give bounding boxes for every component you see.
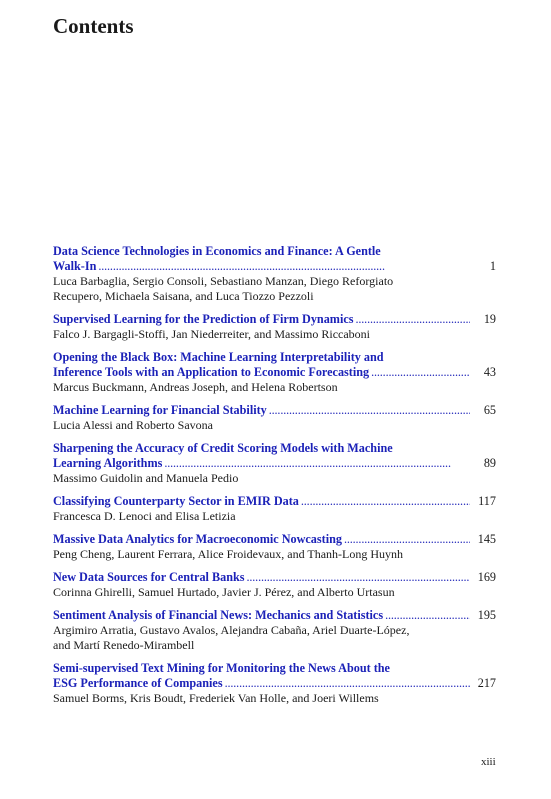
toc-entry[interactable] bbox=[53, 441, 496, 486]
chapter-title-row[interactable] bbox=[53, 456, 496, 471]
chapter-title-row[interactable] bbox=[53, 259, 496, 274]
chapter-authors: Massimo Guidolin and Manuela Pedio bbox=[53, 471, 239, 485]
chapter-authors: Recupero, Michaela Saisana, and Luca Tiozzo Pezzoli bbox=[53, 289, 314, 303]
chapter-authors: Lucia Alessi and Roberto Savona bbox=[53, 418, 213, 432]
chapter-title[interactable]: Sentiment Analysis of Financial News: Mechanics and Statistics bbox=[53, 608, 384, 622]
toc-entry[interactable] bbox=[53, 244, 496, 304]
chapter-title-row[interactable] bbox=[53, 608, 496, 623]
chapter-authors: Peng Cheng, Laurent Ferrara, Alice Froidevaux, and Thanh-Long Huynh bbox=[53, 547, 404, 561]
toc-entry[interactable] bbox=[53, 570, 496, 600]
chapter-title-row[interactable] bbox=[53, 676, 496, 691]
chapter-page-number: 195 bbox=[477, 608, 496, 622]
toc-entry[interactable] bbox=[53, 312, 496, 342]
chapter-page-number: 169 bbox=[477, 570, 496, 584]
toc-entry[interactable] bbox=[53, 608, 496, 653]
chapter-title-row[interactable] bbox=[53, 312, 496, 327]
chapter-title[interactable]: New Data Sources for Central Banks bbox=[53, 570, 245, 584]
chapter-authors: Francesca D. Lenoci and Elisa Letizia bbox=[53, 509, 236, 523]
chapter-authors: Falco J. Bargagli-Stoffi, Jan Niederreiter, and Massimo Riccaboni bbox=[53, 327, 371, 341]
chapter-title-row[interactable] bbox=[53, 494, 496, 509]
page-number: xiii bbox=[481, 756, 496, 768]
chapter-title-row[interactable] bbox=[53, 532, 496, 547]
dot-leader bbox=[225, 676, 470, 691]
toc-entry[interactable] bbox=[53, 661, 496, 706]
chapter-title[interactable]: Learning Algorithms bbox=[53, 456, 163, 470]
chapter-page-number: 1 bbox=[489, 259, 496, 273]
chapter-title-row[interactable] bbox=[53, 403, 496, 418]
chapter-title-line[interactable]: Opening the Black Box: Machine Learning Interpretability and bbox=[53, 350, 384, 364]
chapter-title-line[interactable]: Semi-supervised Text Mining for Monitoring the News About the bbox=[53, 661, 390, 675]
chapter-authors: Samuel Borms, Kris Boudt, Frederiek Van Holle, and Joeri Willems bbox=[53, 691, 379, 705]
page-title: Contents bbox=[53, 14, 134, 38]
chapter-title[interactable]: Machine Learning for Financial Stability bbox=[53, 403, 267, 417]
toc-entry[interactable] bbox=[53, 350, 496, 395]
chapter-page-number: 65 bbox=[483, 403, 496, 417]
chapter-title[interactable]: Walk-In bbox=[53, 259, 97, 273]
chapter-title-line[interactable]: Data Science Technologies in Economics and Finance: A Gentle bbox=[53, 244, 381, 258]
dot-leader bbox=[371, 365, 470, 380]
chapter-authors: and Martí Renedo-Mirambell bbox=[53, 638, 195, 652]
dot-leader bbox=[385, 608, 470, 623]
chapter-page-number: 217 bbox=[477, 676, 496, 690]
chapter-title-row[interactable] bbox=[53, 365, 496, 380]
chapter-authors: Marcus Buckmann, Andreas Joseph, and Helena Robertson bbox=[53, 380, 338, 394]
chapter-page-number: 89 bbox=[483, 456, 496, 470]
chapter-title[interactable]: Inference Tools with an Application to Economic Forecasting bbox=[53, 365, 370, 379]
dot-leader bbox=[98, 259, 470, 274]
table-of-contents bbox=[53, 244, 496, 714]
chapter-title-row[interactable] bbox=[53, 570, 496, 585]
chapter-title[interactable]: Classifying Counterparty Sector in EMIR Data bbox=[53, 494, 299, 508]
dot-leader bbox=[247, 570, 471, 585]
chapter-page-number: 43 bbox=[483, 365, 496, 379]
chapter-title[interactable]: ESG Performance of Companies bbox=[53, 676, 223, 690]
chapter-authors: Corinna Ghirelli, Samuel Hurtado, Javier J. Pérez, and Alberto Urtasun bbox=[53, 585, 395, 599]
dot-leader bbox=[344, 532, 470, 547]
toc-entry[interactable] bbox=[53, 532, 496, 562]
chapter-authors: Argimiro Arratia, Gustavo Avalos, Alejandra Cabaña, Ariel Duarte-López, bbox=[53, 623, 410, 637]
dot-leader bbox=[356, 312, 471, 327]
dot-leader bbox=[164, 456, 470, 471]
chapter-authors: Luca Barbaglia, Sergio Consoli, Sebastiano Manzan, Diego Reforgiato bbox=[53, 274, 394, 288]
dot-leader bbox=[301, 494, 470, 509]
dot-leader bbox=[269, 403, 470, 418]
toc-entry[interactable] bbox=[53, 494, 496, 524]
toc-entry[interactable] bbox=[53, 403, 496, 433]
chapter-page-number: 145 bbox=[477, 532, 496, 546]
chapter-title[interactable]: Supervised Learning for the Prediction of Firm Dynamics bbox=[53, 312, 354, 326]
chapter-page-number: 117 bbox=[478, 494, 496, 508]
chapter-title[interactable]: Massive Data Analytics for Macroeconomic Nowcasting bbox=[53, 532, 342, 546]
chapter-title-line[interactable]: Sharpening the Accuracy of Credit Scoring Models with Machine bbox=[53, 441, 393, 455]
chapter-page-number: 19 bbox=[483, 312, 496, 326]
